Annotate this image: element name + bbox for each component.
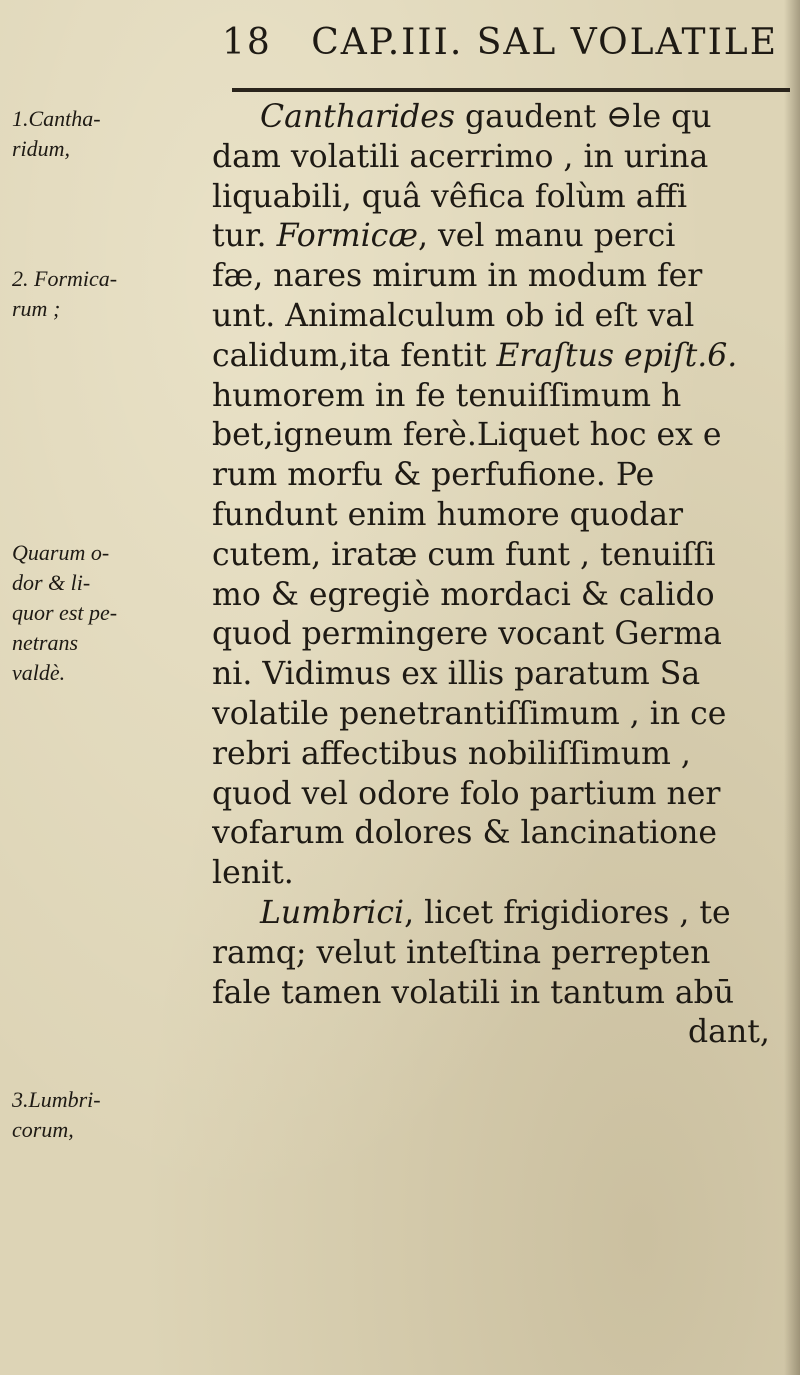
text-line: ni. Vidimus ex illis paratum Sa (212, 656, 701, 693)
term-cantharides: Cantharides (260, 99, 455, 135)
text-line: fæ, nares mirum in modum fer (212, 258, 703, 295)
text-span: calidum,ita fentit (212, 337, 497, 374)
term-formicae: Formicæ (276, 218, 418, 255)
text-line: lenit. (212, 855, 294, 892)
text-line: fundunt enim humore quodar (212, 496, 684, 533)
margin-note-odor: Quarum o- dor & li- quor est pe- netrans valdè. (12, 540, 118, 685)
citation-erastus: Eraſtus epiſt.6. (496, 337, 738, 374)
text-line: dam volatili acerrimo , in urina (212, 138, 709, 175)
text-span: , licet frigidiores , te (404, 894, 731, 931)
margin-note-formicarum: 2. Formica- rum ; (12, 266, 118, 321)
text-line: humorem in fe tenuiſſimum h (212, 377, 682, 414)
text-span: gaudent ⊖le qu (455, 99, 712, 135)
text-line: unt. Animalculum ob id eſt val (212, 297, 695, 334)
text-line: quod permingere vocant Germa (212, 616, 722, 653)
text-line (212, 217, 790, 257)
text-line (212, 894, 790, 934)
margin-note-lumbricorum: 3.Lumbri- corum, (12, 1087, 101, 1142)
text-line (212, 98, 790, 138)
text-line: rebri affectibus nobiliſſimum , (212, 735, 691, 772)
text-line: rum morfu & perfufione. Pe (212, 457, 655, 494)
text-line: liquabili, quâ vêfica folùm affi (212, 178, 688, 215)
page-number: 18 (222, 22, 272, 63)
text-line: cutem, iratæ cum funt , tenuiſſi (212, 536, 716, 573)
text-line: ramq; velut inteſtina perrepten (212, 934, 711, 971)
text-span: tur. (212, 218, 277, 255)
text-span: , vel manu perci (417, 218, 676, 255)
text-line: volatile penetrantiſſimum , in ce (212, 695, 727, 732)
margin-note-cantharidum: 1.Cantha- ridum, (12, 106, 101, 161)
text-line: bet,igneum ferè.Liquet hoc ex e (212, 417, 722, 454)
term-lumbrici: Lumbrici (260, 894, 405, 931)
text-line: dant, (688, 1014, 770, 1051)
text-line: mo & egregiè mordaci & calido (212, 576, 715, 613)
text-line: quod vel odore folo partium ner (212, 775, 721, 812)
text-line: vofarum dolores & lancinatione (212, 815, 718, 852)
body-text (212, 98, 790, 1053)
text-line: fale tamen volatili in tantum abū (212, 974, 735, 1011)
running-title: CAP.III. SAL VOLATILE (311, 22, 778, 63)
text-line (212, 337, 790, 377)
header-rule (232, 88, 790, 92)
page-header (222, 22, 782, 63)
